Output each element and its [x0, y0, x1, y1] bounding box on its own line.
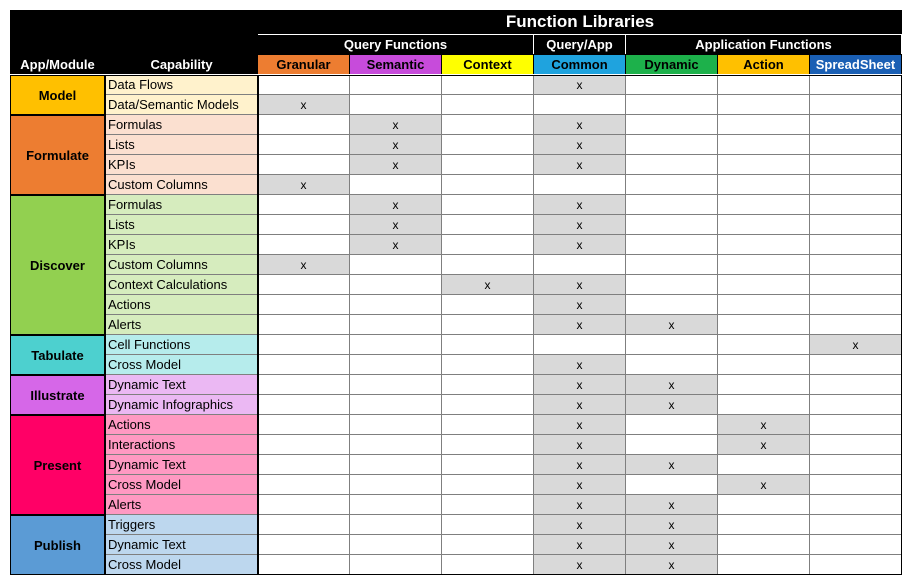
matrix-cell[interactable] [350, 95, 442, 115]
matrix-cell-marked[interactable]: x [534, 415, 626, 435]
matrix-cell-marked[interactable]: x [534, 75, 626, 95]
matrix-cell[interactable] [810, 155, 902, 175]
matrix-cell[interactable] [350, 275, 442, 295]
matrix-cell[interactable] [718, 75, 810, 95]
capability-label: KPIs [105, 235, 258, 255]
matrix-cell-marked[interactable]: x [626, 535, 718, 555]
matrix-cell[interactable] [442, 255, 534, 275]
matrix-cell[interactable] [810, 475, 902, 495]
matrix-cell[interactable] [626, 215, 718, 235]
capability-header: Capability [105, 54, 258, 74]
matrix-cell[interactable] [718, 95, 810, 115]
matrix-cell[interactable] [350, 75, 442, 95]
capability-label: Custom Columns [105, 175, 258, 195]
matrix-cell[interactable] [810, 355, 902, 375]
matrix-cell-marked[interactable]: x [350, 115, 442, 135]
matrix-cell[interactable] [718, 175, 810, 195]
matrix-cell-marked[interactable]: x [350, 195, 442, 215]
matrix-cell-marked[interactable]: x [810, 335, 902, 355]
capability-label: Dynamic Text [105, 375, 258, 395]
matrix-cell-marked[interactable]: x [534, 155, 626, 175]
matrix-cell[interactable] [810, 275, 902, 295]
matrix-cell[interactable] [350, 375, 442, 395]
matrix-cell-marked[interactable]: x [350, 235, 442, 255]
matrix-cell-marked[interactable]: x [442, 275, 534, 295]
capability-label: Data Flows [105, 75, 258, 95]
matrix-cell[interactable] [626, 135, 718, 155]
matrix-cell-marked[interactable]: x [350, 135, 442, 155]
matrix-cell-marked[interactable]: x [258, 175, 350, 195]
matrix-cell[interactable] [534, 175, 626, 195]
matrix-cell[interactable] [718, 115, 810, 135]
capability-label: Context Calculations [105, 275, 258, 295]
matrix-cell[interactable] [442, 175, 534, 195]
matrix-cell[interactable] [718, 535, 810, 555]
capability-label: Actions [105, 295, 258, 315]
matrix-cell[interactable] [810, 235, 902, 255]
matrix-cell[interactable] [718, 455, 810, 475]
matrix-cell[interactable] [718, 395, 810, 415]
column-header-semantic: Semantic [350, 54, 442, 74]
matrix-cell-marked[interactable]: x [350, 215, 442, 235]
matrix-cell[interactable] [718, 195, 810, 215]
capability-label: Interactions [105, 435, 258, 455]
module-present: Present [10, 415, 105, 515]
capability-label: Cell Functions [105, 335, 258, 355]
module-model: Model [10, 75, 105, 115]
matrix-cell[interactable] [626, 295, 718, 315]
matrix-cell[interactable] [718, 215, 810, 235]
capability-label: Dynamic Text [105, 535, 258, 555]
matrix-cell[interactable] [258, 195, 350, 215]
matrix-cell[interactable] [534, 95, 626, 115]
matrix-cell[interactable] [442, 375, 534, 395]
column-header-action: Action [718, 54, 810, 74]
matrix-cell[interactable] [350, 315, 442, 335]
column-group-header: Query/App [534, 34, 626, 54]
matrix-cell[interactable] [350, 415, 442, 435]
matrix-cell[interactable] [258, 335, 350, 355]
page-title: Function Libraries [258, 10, 902, 34]
matrix-cell-marked[interactable]: x [534, 435, 626, 455]
matrix-cell[interactable] [258, 215, 350, 235]
matrix-cell[interactable] [810, 175, 902, 195]
matrix-cell[interactable] [810, 535, 902, 555]
matrix-cell[interactable] [258, 135, 350, 155]
matrix-cell[interactable] [350, 535, 442, 555]
matrix-cell[interactable] [810, 75, 902, 95]
matrix-cell[interactable] [442, 395, 534, 415]
matrix-cell-marked[interactable]: x [350, 155, 442, 175]
capability-label: Actions [105, 415, 258, 435]
matrix-cell-marked[interactable]: x [534, 495, 626, 515]
capability-label: Triggers [105, 515, 258, 535]
matrix-cell[interactable] [626, 435, 718, 455]
matrix-cell[interactable] [718, 355, 810, 375]
matrix-cell-marked[interactable]: x [534, 115, 626, 135]
matrix-cell[interactable] [258, 355, 350, 375]
capability-label: Custom Columns [105, 255, 258, 275]
matrix-cell[interactable] [718, 135, 810, 155]
matrix-cell-marked[interactable]: x [534, 515, 626, 535]
matrix-cell[interactable] [350, 555, 442, 575]
capability-label: Dynamic Infographics [105, 395, 258, 415]
matrix-cell[interactable] [258, 415, 350, 435]
matrix-cell[interactable] [718, 275, 810, 295]
matrix-cell[interactable] [626, 115, 718, 135]
column-header-common: Common [534, 54, 626, 74]
matrix-cell-marked[interactable]: x [258, 95, 350, 115]
capability-label: Lists [105, 135, 258, 155]
matrix-cell[interactable] [810, 295, 902, 315]
matrix-cell-marked[interactable]: x [534, 375, 626, 395]
matrix-cell[interactable] [626, 75, 718, 95]
matrix-cell[interactable] [534, 335, 626, 355]
matrix-cell[interactable] [442, 195, 534, 215]
matrix-cell[interactable] [810, 415, 902, 435]
matrix-cell[interactable] [810, 455, 902, 475]
column-header-granular: Granular [258, 54, 350, 74]
matrix-cell[interactable] [810, 435, 902, 455]
matrix-cell-marked[interactable]: x [534, 215, 626, 235]
capability-label: Alerts [105, 495, 258, 515]
matrix-cell[interactable] [350, 515, 442, 535]
capability-label: Cross Model [105, 475, 258, 495]
capability-label: Alerts [105, 315, 258, 335]
matrix-cell-marked[interactable]: x [534, 315, 626, 335]
matrix-cell[interactable] [442, 95, 534, 115]
matrix-cell-marked[interactable]: x [626, 395, 718, 415]
matrix-cell[interactable] [718, 555, 810, 575]
matrix-cell[interactable] [810, 515, 902, 535]
matrix-cell[interactable] [626, 95, 718, 115]
module-discover: Discover [10, 195, 105, 335]
matrix-cell[interactable] [442, 235, 534, 255]
matrix-cell-marked[interactable]: x [534, 555, 626, 575]
matrix-cell-marked[interactable]: x [626, 375, 718, 395]
capability-label: KPIs [105, 155, 258, 175]
matrix-cell[interactable] [718, 235, 810, 255]
matrix-cell[interactable] [258, 435, 350, 455]
matrix-cell-marked[interactable]: x [534, 535, 626, 555]
matrix-cell[interactable] [626, 275, 718, 295]
matrix-cell[interactable] [626, 155, 718, 175]
matrix-cell[interactable] [810, 215, 902, 235]
matrix-cell-marked[interactable]: x [626, 515, 718, 535]
module-tabulate: Tabulate [10, 335, 105, 375]
matrix-cell[interactable] [626, 475, 718, 495]
matrix-cell[interactable] [258, 495, 350, 515]
column-group-header: Application Functions [626, 34, 902, 54]
matrix-cell-marked[interactable]: x [718, 475, 810, 495]
matrix-cell[interactable] [442, 555, 534, 575]
matrix-cell[interactable] [258, 555, 350, 575]
matrix-cell[interactable] [350, 355, 442, 375]
matrix-cell[interactable] [258, 395, 350, 415]
matrix-cell[interactable] [350, 295, 442, 315]
matrix-cell[interactable] [350, 175, 442, 195]
matrix-cell-marked[interactable]: x [626, 455, 718, 475]
matrix-cell[interactable] [442, 515, 534, 535]
matrix-cell[interactable] [442, 155, 534, 175]
matrix-cell[interactable] [626, 415, 718, 435]
matrix-cell[interactable] [350, 395, 442, 415]
matrix-cell[interactable] [442, 75, 534, 95]
matrix-cell-marked[interactable]: x [534, 455, 626, 475]
matrix-cell[interactable] [442, 535, 534, 555]
column-group-header: Query Functions [258, 34, 534, 54]
matrix-cell[interactable] [718, 255, 810, 275]
matrix-cell[interactable] [442, 135, 534, 155]
matrix-cell[interactable] [258, 75, 350, 95]
matrix-cell[interactable] [258, 515, 350, 535]
matrix-cell[interactable] [442, 315, 534, 335]
module-formulate: Formulate [10, 115, 105, 195]
matrix-cell-marked[interactable]: x [718, 435, 810, 455]
matrix-cell-marked[interactable]: x [534, 275, 626, 295]
matrix-cell[interactable] [626, 235, 718, 255]
column-header-spreadsheet: SpreadSheet [810, 54, 902, 74]
matrix-cell[interactable] [442, 215, 534, 235]
matrix-cell[interactable] [810, 495, 902, 515]
matrix-cell[interactable] [350, 475, 442, 495]
matrix-cell[interactable] [718, 495, 810, 515]
matrix-cell[interactable] [442, 475, 534, 495]
matrix-cell[interactable] [350, 335, 442, 355]
matrix-cell[interactable] [350, 455, 442, 475]
module-publish: Publish [10, 515, 105, 575]
matrix-cell[interactable] [626, 175, 718, 195]
matrix-cell[interactable] [258, 295, 350, 315]
matrix-cell[interactable] [534, 255, 626, 275]
matrix-cell[interactable] [810, 195, 902, 215]
app-module-header: App/Module [10, 54, 105, 74]
column-header-context: Context [442, 54, 534, 74]
capability-label: Data/Semantic Models [105, 95, 258, 115]
matrix-cell[interactable] [258, 115, 350, 135]
matrix-cell-marked[interactable]: x [258, 255, 350, 275]
matrix-cell[interactable] [350, 495, 442, 515]
matrix-cell[interactable] [258, 455, 350, 475]
matrix-cell[interactable] [258, 475, 350, 495]
matrix-cell-marked[interactable]: x [534, 135, 626, 155]
matrix-cell-marked[interactable]: x [626, 315, 718, 335]
matrix-cell[interactable] [718, 315, 810, 335]
matrix-cell-marked[interactable]: x [534, 355, 626, 375]
matrix-cell[interactable] [258, 275, 350, 295]
matrix-cell[interactable] [810, 375, 902, 395]
column-header-dynamic: Dynamic [626, 54, 718, 74]
module-illustrate: Illustrate [10, 375, 105, 415]
matrix-cell-marked[interactable]: x [534, 295, 626, 315]
matrix-cell-marked[interactable]: x [534, 475, 626, 495]
matrix-cell[interactable] [442, 295, 534, 315]
matrix-cell[interactable] [626, 355, 718, 375]
capability-label: Formulas [105, 195, 258, 215]
matrix-cell-marked[interactable]: x [626, 495, 718, 515]
matrix-cell[interactable] [626, 195, 718, 215]
matrix-cell[interactable] [442, 355, 534, 375]
matrix-cell[interactable] [810, 555, 902, 575]
matrix-cell[interactable] [810, 115, 902, 135]
matrix-cell[interactable] [442, 335, 534, 355]
matrix-cell[interactable] [810, 395, 902, 415]
capability-label: Formulas [105, 115, 258, 135]
matrix-cell[interactable] [258, 535, 350, 555]
matrix-cell[interactable] [350, 435, 442, 455]
matrix-cell[interactable] [718, 335, 810, 355]
matrix-cell[interactable] [258, 375, 350, 395]
matrix-cell[interactable] [626, 255, 718, 275]
matrix-cell-marked[interactable]: x [626, 555, 718, 575]
matrix-cell[interactable] [810, 135, 902, 155]
capability-label: Cross Model [105, 355, 258, 375]
matrix-cell-marked[interactable]: x [534, 235, 626, 255]
matrix-cell[interactable] [718, 515, 810, 535]
matrix-cell[interactable] [718, 375, 810, 395]
capability-label: Dynamic Text [105, 455, 258, 475]
matrix-cell-marked[interactable]: x [534, 195, 626, 215]
matrix-cell[interactable] [718, 295, 810, 315]
matrix-cell[interactable] [442, 415, 534, 435]
matrix-cell[interactable] [810, 95, 902, 115]
matrix-cell-marked[interactable]: x [718, 415, 810, 435]
matrix-cell[interactable] [258, 155, 350, 175]
matrix-cell[interactable] [810, 255, 902, 275]
matrix-cell[interactable] [258, 235, 350, 255]
matrix-cell[interactable] [626, 335, 718, 355]
matrix-cell[interactable] [442, 115, 534, 135]
capability-label: Cross Model [105, 555, 258, 575]
matrix-cell[interactable] [442, 455, 534, 475]
matrix-cell[interactable] [442, 495, 534, 515]
matrix-cell[interactable] [718, 155, 810, 175]
capability-label: Lists [105, 215, 258, 235]
matrix-cell[interactable] [810, 315, 902, 335]
matrix-cell[interactable] [258, 315, 350, 335]
matrix-cell[interactable] [350, 255, 442, 275]
matrix-cell[interactable] [442, 435, 534, 455]
matrix-cell-marked[interactable]: x [534, 395, 626, 415]
